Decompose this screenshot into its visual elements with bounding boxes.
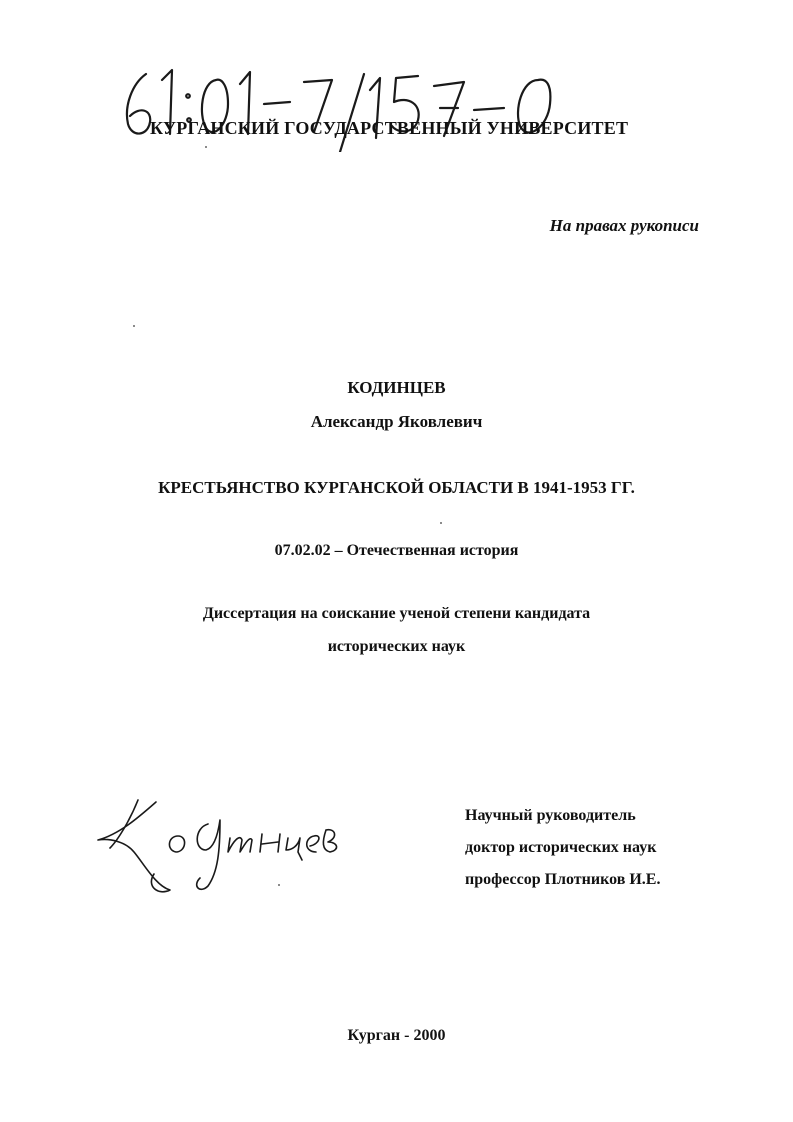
degree-line-2: исторических наук xyxy=(327,638,466,655)
supervisor-name: профессор Плотников И.Е. xyxy=(465,871,661,888)
scan-speck xyxy=(278,884,280,886)
degree-line-1: Диссертация на соискание ученой степени кандидата xyxy=(202,605,591,622)
supervisor-degree: доктор исторических наук xyxy=(465,839,657,856)
author-signature xyxy=(90,790,350,900)
scan-speck xyxy=(205,146,207,148)
thesis-specialty: 07.02.02 – Отечественная история xyxy=(274,542,519,559)
scan-speck xyxy=(133,325,135,327)
rights-note: На правах рукописи xyxy=(549,216,699,235)
supervisor-title: Научный руководитель xyxy=(465,807,636,824)
university-name: КУРГАНСКИЙ ГОСУДАРСТВЕННЫЙ УНИВЕРСИТЕТ xyxy=(150,118,629,138)
thesis-title: КРЕСТЬЯНСТВО КУРГАНСКОЙ ОБЛАСТИ В 1941-1953 ГГ. xyxy=(158,478,635,497)
scan-speck xyxy=(440,522,442,524)
author-surname: КОДИНЦЕВ xyxy=(347,378,446,397)
author-given-names: Александр Яковлевич xyxy=(310,412,483,431)
city-year: Курган - 2000 xyxy=(347,1027,446,1044)
supervisor-block xyxy=(465,800,660,896)
